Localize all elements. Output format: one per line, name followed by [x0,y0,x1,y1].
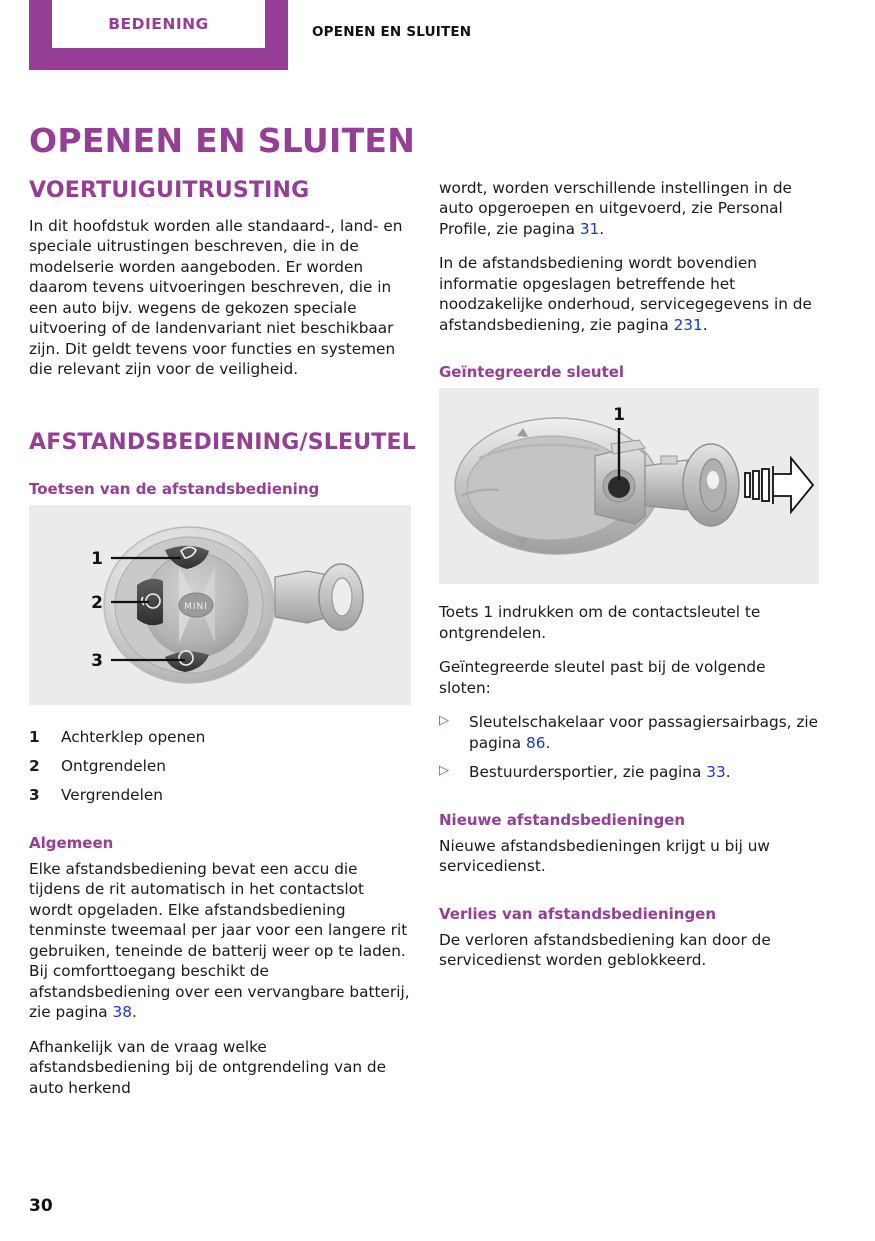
left-column [29,178,416,1098]
callout-1: 1 [613,405,625,426]
figure-integrated-key [439,388,819,584]
subheading-nieuwe-afstandsbedieningen: Nieuwe afstandsbedieningen [439,810,686,829]
page-reference-33[interactable]: 33 [706,763,726,782]
legend-item [29,752,411,781]
section-heading-voertuiguitrusting: VOERTUIGUITRUSTING [29,178,310,203]
spacer [439,797,819,811]
lock-list [439,712,819,782]
paragraph-fits-locks: Geïntegreerde sleutel past bij de volgende sloten: [439,658,766,697]
chapter-tab[interactable] [29,0,288,70]
legend-label: Ontgrendelen [61,756,166,775]
legend-label: Achterklep openen [61,727,206,746]
paragraph-service-info [439,253,819,335]
page-number: 30 [29,1196,53,1216]
subheading-geintegreerde-sleutel: Geïntegreerde sleutel [439,363,625,382]
subheading-verlies-afstandsbedieningen: Verlies van afstandsbedieningen [439,904,717,923]
legend-item [29,781,411,810]
page-header [0,0,875,80]
figure-remote-control [29,505,411,705]
paragraph-text: In de afstandsbediening wordt bovendien informatie opgeslagen betreffende het noodzakelijke onderhoud, servicegegevens in de afstandsbediening, zie pagina [439,254,812,334]
section-heading-afstandsbediening-sleutel: AFSTANDSBEDIENING/SLEUTEL [29,429,416,455]
callout-3: 3 [91,650,103,671]
paragraph-text: . [132,1003,137,1022]
paragraph-intro: In dit hoofdstuk worden alle standaard-, land- en speciale uitrustingen beschreven, die in de modelserie worden aangeboden. Er worden daarom tevens uitvoeringen beschreven, die in een auto bijv. wegens de gekozen speciale uitvoering of de landenvariant niet beschikbaar zijn. Dit geldt tevens voor functies en systemen die relevant zijn voor de veiligheid. [29,216,403,379]
paragraph-continuation: Afhankelijk van de vraag welke afstandsbediening bij de ontgrendeling van de auto herkend [29,1037,387,1097]
page-reference-38[interactable]: 38 [112,1003,132,1022]
paragraph-text: Elke afstandsbediening bevat een accu die tijdens de rit automatisch in het contactslot wordt opgeladen. Elke afstandsbediening tenminste tweemaal per jaar voor een langere rit gebruiken, teneinde de batterij weer op te laden. Bij comforttoegang beschikt de afstandsbediening over een vervangbare batterij, zie pagina [29,859,410,1022]
paragraph-continued [439,178,819,239]
callout-2: 2 [91,592,103,613]
chapter-tab-inner [52,0,265,48]
paragraph-text: wordt, worden verschillende instellingen in de auto opgeroepen en uitgevoerd, zie Personal Profile, zie pagina [439,179,792,238]
bullet-triangle-icon: ▷ [439,763,449,779]
legend-label: Vergrendelen [61,785,163,804]
paragraph-text: . [599,219,605,238]
right-column [439,178,819,971]
spacer [439,349,819,363]
spacer [29,810,411,834]
paragraph-press-button: Toets 1 indrukken om de contactsleutel te ontgrendelen. [439,603,761,642]
integrated-key-illustration [439,388,819,584]
spacer [29,394,411,430]
list-item-text [469,762,819,782]
page-reference-31[interactable]: 31 [579,219,600,238]
legend-number: 3 [29,785,40,804]
list-item [439,762,819,782]
subheading-toetsen-afstandsbediening: Toetsen van de afstandsbediening [29,479,320,498]
legend-number: 1 [29,727,40,746]
list-item [439,712,819,753]
figure-legend-list [29,723,411,810]
page-reference-231[interactable]: 231 [673,315,703,334]
list-item-label: Sleutelschakelaar voor passagiersairbags, zie pagina [469,713,819,752]
callout-1: 1 [91,548,103,569]
bullet-triangle-icon: ▷ [439,713,449,729]
list-item-label: Bestuurdersportier, zie pagina [469,763,707,782]
svg-text:MINI: MINI [184,601,208,612]
header-section-title: OPENEN EN SLUITEN [312,24,472,40]
remote-control-illustration [29,505,411,705]
paragraph-text: . [702,315,708,334]
page-title: OPENEN EN SLUITEN [29,121,416,161]
spacer [439,891,819,905]
list-item-text [469,712,819,753]
paragraph-algemeen [29,859,411,1023]
legend-item [29,723,411,752]
list-item-suffix: . [545,733,551,752]
chapter-tab-label: BEDIENING [108,15,209,33]
paragraph-new-remotes: Nieuwe afstandsbedieningen krijgt u bij uw servicedienst. [439,836,770,876]
legend-number: 2 [29,756,40,775]
subheading-algemeen: Algemeen [29,833,114,852]
list-item-suffix: . [725,763,731,782]
spacer [29,466,411,480]
paragraph-lost-remotes: De verloren afstandsbediening kan door de servicedienst worden geblokkeerd. [439,930,771,970]
page-reference-86[interactable]: 86 [525,733,546,752]
